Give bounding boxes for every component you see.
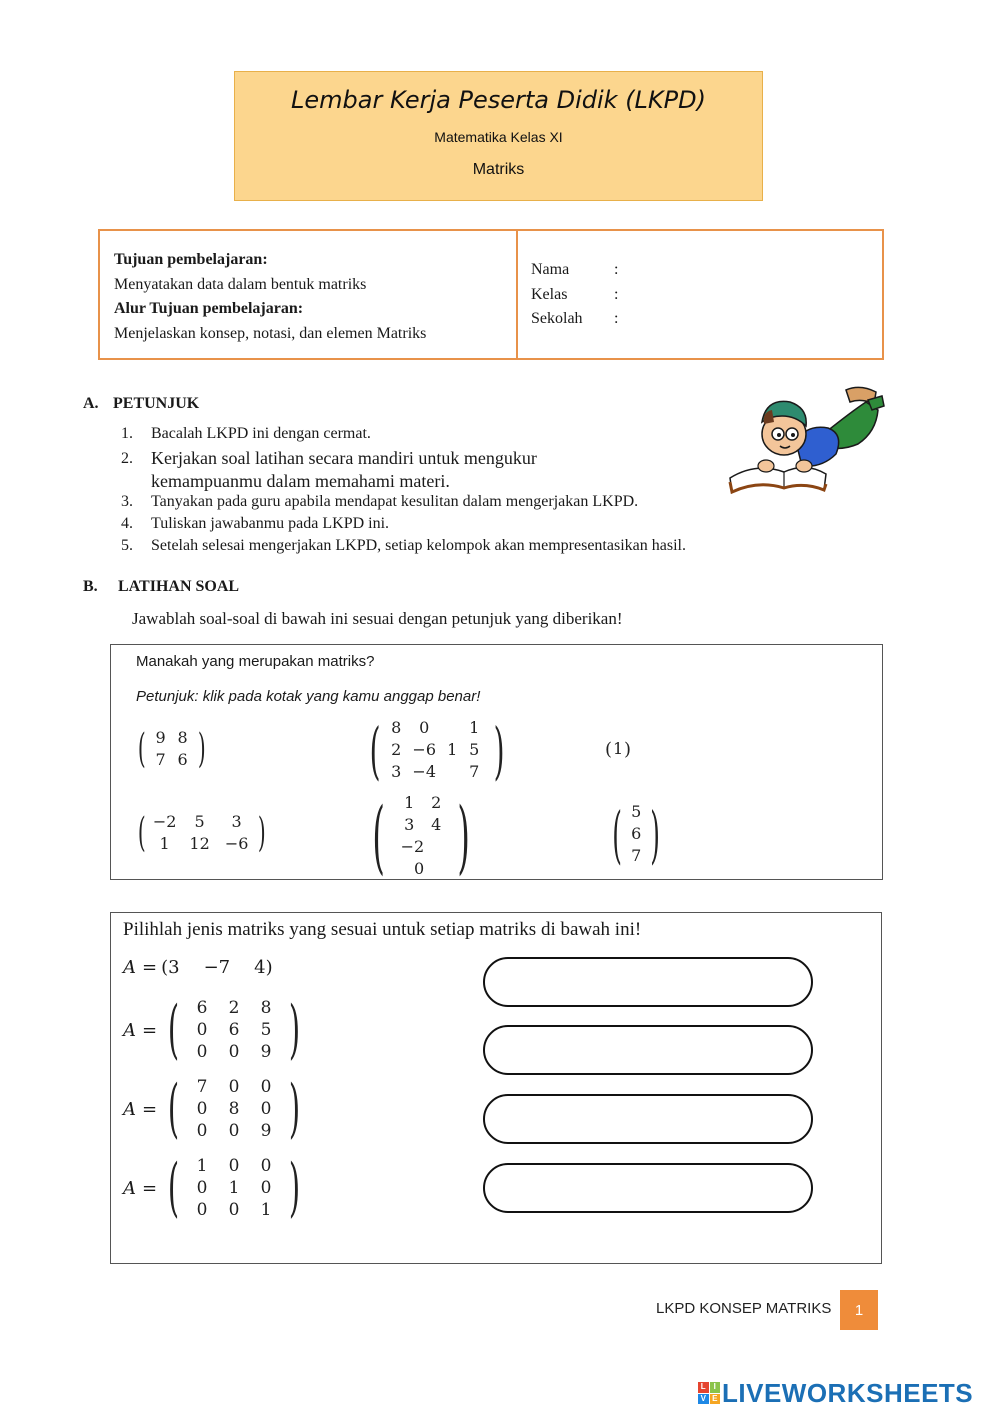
question-1-text: Manakah yang merupakan matriks? — [136, 653, 375, 670]
question-1-box — [110, 644, 883, 883]
reading-child-illustration — [726, 382, 886, 494]
class-label: Kelas — [531, 285, 568, 303]
objectives-cell — [100, 231, 518, 358]
matrix-option-6[interactable]: ( 5 6 7 ) — [612, 797, 661, 871]
class-field — [531, 283, 618, 308]
lw-icon-l: L — [698, 1382, 709, 1393]
matrix-option-4[interactable]: ( −2 5 3 1 12 −6 ) — [137, 810, 266, 856]
answer-field-2[interactable] — [483, 1025, 813, 1075]
section-a-title: PETUNJUK — [113, 395, 200, 412]
answer-field-4[interactable] — [483, 1163, 813, 1213]
matrix-a-diagonal: A = ( 7 0 0 0 8 0 0 0 9 ) — [123, 1072, 301, 1146]
lw-icon-v: V — [698, 1394, 709, 1405]
answer-field-3[interactable] — [483, 1094, 813, 1144]
class-colon: : — [614, 285, 619, 303]
list-item: 4. Tuliskan jawabanmu pada LKPD ini. — [121, 515, 390, 532]
section-b-title: LATIHAN SOAL — [118, 578, 240, 595]
school-colon: : — [614, 310, 619, 327]
name-label: Nama — [531, 261, 570, 278]
answer-field-1[interactable] — [483, 957, 813, 1007]
list-item: 2. Kerjakan soal latihan secara mandiri untuk mengukur kemampuanmu dalam memahami materi. — [121, 448, 537, 491]
page-number: 1 — [840, 1290, 878, 1330]
lw-icon-i: I — [710, 1382, 721, 1393]
subject-subtitle: Matematika Kelas XI — [434, 129, 563, 145]
student-identity-cell — [531, 258, 618, 332]
objective-label: Tujuan pembelajaran: — [114, 251, 268, 268]
section-b-intro: Jawablah soal-soal di bawah ini sesuai dengan petunjuk yang diberikan! — [132, 609, 623, 628]
section-a-heading — [83, 395, 199, 413]
matrix-a-row: A = ( 3 −7 4 ) — [123, 957, 273, 978]
matrix-option-2[interactable]: ( 8 0 1 2 −6 1 5 3 −4 7 ) — [369, 713, 505, 787]
list-item: 1. Bacalah LKPD ini dengan cermat. — [121, 425, 371, 442]
section-b-heading — [83, 578, 239, 596]
list-item: 5. Setelah selesai mengerjakan LKPD, setiap kelompok akan mempresentasikan hasil. — [121, 537, 686, 554]
flow-text: Menjelaskan konsep, notasi, dan elemen Matriks — [114, 324, 427, 342]
header-banner — [234, 71, 763, 201]
topic-label: Matriks — [472, 161, 525, 178]
lw-icon-e: E — [710, 1394, 721, 1405]
matrix-a-upper: A = ( 6 2 8 0 6 5 0 0 9 ) — [123, 993, 301, 1067]
section-b-letter: B. — [83, 578, 98, 595]
section-a-letter: A. — [83, 395, 99, 412]
question-2-box — [110, 912, 882, 1264]
list-item: 3. Tanyakan pada guru apabila mendapat kesulitan dalam mengerjakan LKPD. — [121, 493, 639, 510]
footer-label: LKPD KONSEP MATRIKS — [656, 1300, 832, 1317]
worksheet-title: Lembar Kerja Peserta Didik (LKPD) — [291, 86, 706, 114]
objective-text: Menyatakan data dalam bentuk matriks — [114, 275, 367, 293]
matrix-option-1[interactable]: ( 9 8 7 6 ) — [137, 726, 206, 772]
school-field — [531, 307, 618, 332]
school-label: Sekolah — [531, 310, 583, 327]
liveworksheets-brand: LIVEWORKSHEETS — [722, 1377, 974, 1408]
name-field — [531, 258, 618, 283]
name-colon: : — [614, 261, 619, 278]
matrix-option-3[interactable]: ( 1 ) — [605, 738, 632, 760]
question-1-hint: Petunjuk: klik pada kotak yang kamu anggap benar! — [136, 688, 481, 705]
question-2-text: Pilihlah jenis matriks yang sesuai untuk setiap matriks di bawah ini! — [123, 919, 642, 940]
instruction-list — [121, 425, 801, 559]
liveworksheets-logo — [698, 1378, 973, 1408]
liveworksheets-icon — [698, 1382, 720, 1404]
flow-label: Alur Tujuan pembelajaran: — [114, 300, 304, 317]
matrix-a-identity: A = ( 1 0 0 0 1 0 0 0 1 ) — [123, 1151, 301, 1225]
info-table — [98, 229, 884, 360]
matrix-option-5[interactable]: ( 1 2 3 4 −2 0 ) — [372, 789, 471, 883]
